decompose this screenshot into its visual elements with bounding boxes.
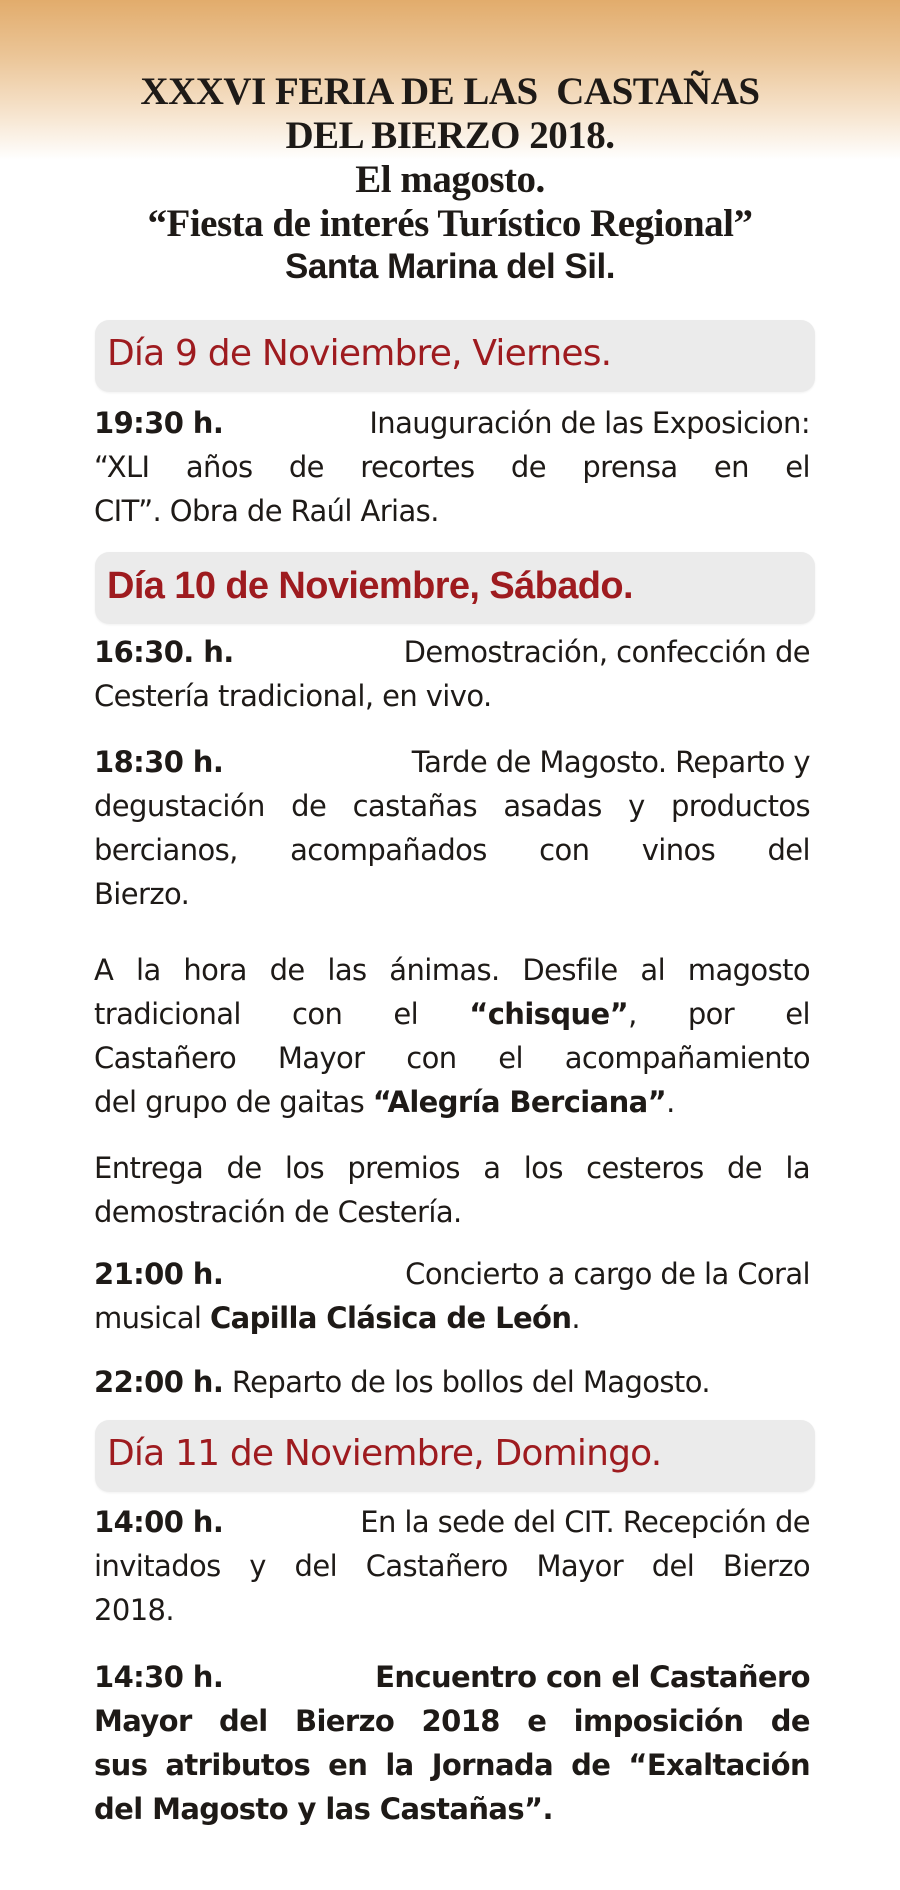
subtitle-fiesta-interes: “Fiesta de interés Turístico Regional” [147, 202, 753, 245]
event-line: sus atributos en la Jornada de “Exaltación [94, 1748, 810, 1782]
event-line: 2018. [94, 1593, 175, 1627]
capilla-clasica-bold: Capilla Clásica de León [210, 1301, 572, 1335]
event-time: 16:30. h. [94, 635, 234, 669]
event-line: invitados y del Castañero Mayor del Bierzo [94, 1549, 810, 1583]
event-time: 14:00 h. [94, 1505, 224, 1539]
event-title-block [0, 70, 900, 288]
event-line: CIT”. Obra de Raúl Arias. [94, 494, 439, 528]
event-16-30-demostracion [94, 630, 810, 718]
event-line: Entrega de los premios a los cesteros de la [94, 1151, 810, 1185]
event-time: 18:30 h. [94, 745, 224, 779]
day-header-9-noviembre [95, 320, 815, 392]
day-header-label: Día 9 de Noviembre, Viernes. [107, 333, 612, 374]
event-time: 19:30 h. [94, 406, 224, 440]
event-line: musical Capilla Clásica de León. [94, 1301, 581, 1335]
day-header-10-noviembre [95, 552, 815, 624]
event-line: degustación de castañas asadas y productos [94, 789, 810, 823]
event-19-30-inauguracion [94, 401, 810, 533]
event-21-00-concierto [94, 1252, 810, 1340]
event-time: 21:00 h. [94, 1257, 224, 1291]
event-line: 16:30. h. Demostración, confección de [94, 630, 810, 674]
event-line: “XLI años de recortes de prensa en el [94, 450, 810, 484]
alegria-berciana-bold: “Alegría Berciana” [372, 1085, 667, 1119]
title-line-2: DEL BIERZO 2018. [285, 114, 615, 157]
event-line: 18:30 h. Tarde de Magosto. Reparto y [94, 740, 810, 784]
event-line: 21:00 h. Concierto a cargo de la Coral [94, 1252, 810, 1296]
event-14-00-recepcion [94, 1500, 810, 1632]
title-line-1: XXXVI FERIA DE LAS CASTAÑAS [140, 70, 760, 113]
day-header-label: Día 11 de Noviembre, Domingo. [107, 1433, 662, 1474]
event-line: bercianos, acompañados con vinos del [94, 833, 810, 867]
event-18-30-tarde-magosto [94, 740, 810, 916]
event-14-30-encuentro [94, 1655, 810, 1831]
day-header-11-noviembre [95, 1420, 815, 1492]
subtitle-magosto: El magosto. [355, 158, 545, 201]
event-line: Cestería tradicional, en vivo. [94, 679, 492, 713]
event-desfile-animas [94, 948, 810, 1124]
event-line: Mayor del Bierzo 2018 e imposición de [94, 1704, 810, 1738]
event-line: Bierzo. [94, 877, 190, 911]
event-entrega-premios [94, 1146, 810, 1234]
event-line: del Magosto y las Castañas”. [94, 1792, 553, 1826]
chisque-bold: “chisque” [469, 997, 629, 1031]
event-line: demostración de Cestería. [94, 1195, 462, 1229]
event-line: Castañero Mayor con el acompañamiento [94, 1041, 810, 1075]
event-line: 19:30 h. Inauguración de las Exposicion: [94, 401, 810, 445]
event-line: 14:30 h. Encuentro con el Castañero [94, 1655, 810, 1699]
event-time: 14:30 h. [94, 1660, 224, 1694]
location-title: Santa Marina del Sil. [285, 247, 615, 286]
event-line: del grupo de gaitas “Alegría Berciana”. [94, 1085, 675, 1119]
event-line: 22:00 h. Reparto de los bollos del Magosto. [94, 1365, 710, 1399]
event-line: 14:00 h. En la sede del CIT. Recepción de [94, 1500, 810, 1544]
event-line: tradicional con el “chisque”, por el [94, 997, 810, 1031]
day-header-label: Día 10 de Noviembre, Sábado. [107, 565, 633, 607]
event-line: A la hora de las ánimas. Desfile al magosto [94, 953, 810, 987]
event-22-00-bollos [94, 1360, 810, 1404]
event-time: 22:00 h. [94, 1365, 224, 1399]
